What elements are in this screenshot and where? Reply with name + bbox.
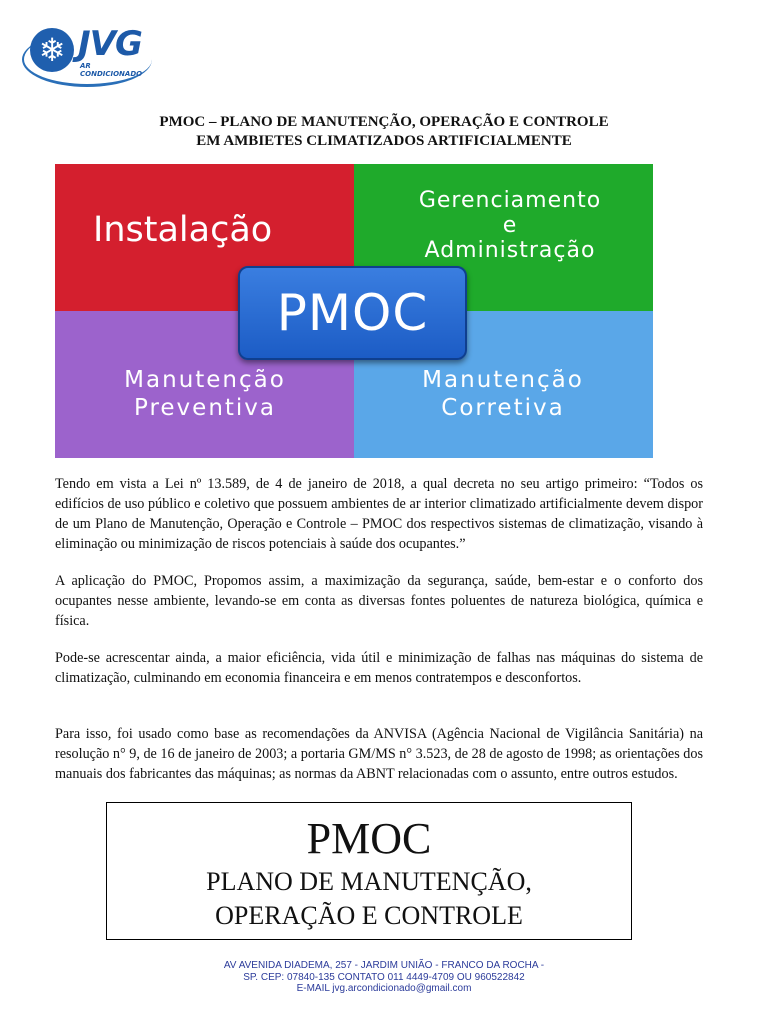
document-title — [0, 113, 768, 151]
banner-management-label — [375, 188, 645, 263]
footer-contact — [0, 960, 768, 995]
footer-email: E-MAIL jvg.arcondicionado@gmail.com — [296, 983, 472, 994]
box-line-2: OPERAÇÃO E CONTROLE — [215, 901, 523, 930]
company-logo — [22, 22, 152, 86]
title-line-1: PMOC – PLANO DE MANUTENÇÃO, OPERAÇÃO E CONTROLE — [159, 114, 609, 130]
pmoc-banner-image — [55, 164, 653, 458]
box-line-1: PLANO DE MANUTENÇÃO, — [206, 867, 532, 896]
banner-preventive-line-1: Manutenção — [124, 367, 286, 393]
pmoc-center-badge: PMOC — [238, 266, 467, 360]
title-line-2: EM AMBIETES CLIMATIZADOS ARTIFICIALMENTE — [196, 133, 572, 149]
footer-address: AV AVENIDA DIADEMA, 257 - JARDIM UNIÃO - FRANCO DA ROCHA - — [223, 960, 545, 971]
snowflake-icon: ❄ — [30, 28, 74, 72]
banner-management-line-3: Administração — [424, 238, 596, 263]
logo-name: JVG — [78, 24, 142, 64]
footer-contact-phone: SP. CEP: 07840-135 CONTATO 011 4449-4709 OU 960522842 — [243, 971, 525, 983]
banner-preventive-label — [89, 366, 321, 422]
paragraph-references: Para isso, foi usado como base as recomendações da ANVISA (Agência Nacional de Vigilância Sanitária) na resolução n° 9, de 16 de janeiro de 2003; a portaria GM/MS n° 3.523, de 28 de agosto de 1998; as orientações dos manuais dos fabricantes das máquinas; as normas da ABNT relacionadas com o assunto, entre outros estudos. — [55, 726, 703, 782]
paragraph-application: A aplicação do PMOC, Propomos assim, a maximização da segurança, saúde, bem-estar e o conforto dos ocupantes nesse ambiente, levando-se em conta as diversas fontes poluentes de natureza biológica, química e física. — [55, 573, 703, 629]
paragraph-law: Tendo em vista a Lei nº 13.589, de 4 de janeiro de 2018, a qual decreta no seu artigo primeiro: “Todos os edifícios de uso público e coletivo que possuem ambientes de ar interior climatizado artificialmente devem dispor de um Plano de Manutenção, Operação e Controle – PMOC dos respectivos sistemas de climatização, visando à eliminação ou minimização de riscos potenciais à saúde dos ocupantes.” — [55, 476, 703, 552]
banner-installation-label: Instalação — [93, 210, 273, 250]
banner-corrective-label — [383, 366, 623, 422]
paragraph-efficiency: Pode-se acrescentar ainda, a maior eficiência, vida útil e minimização de falhas nas máquinas do sistema de climatização, culminando em economia financeira e em menos contratempos e desconfortos. — [55, 650, 703, 686]
box-heading: PMOC — [306, 814, 432, 863]
logo-subtitle: AR CONDICIONADO — [80, 62, 143, 78]
banner-preventive-line-2: Preventiva — [133, 395, 277, 421]
banner-corrective-line-1: Manutenção — [422, 367, 584, 393]
banner-corrective-line-2: Corretiva — [441, 395, 565, 421]
banner-management-line-2: e — [502, 213, 518, 238]
pmoc-title-box — [106, 802, 632, 940]
banner-management-line-1: Gerenciamento — [418, 188, 602, 213]
